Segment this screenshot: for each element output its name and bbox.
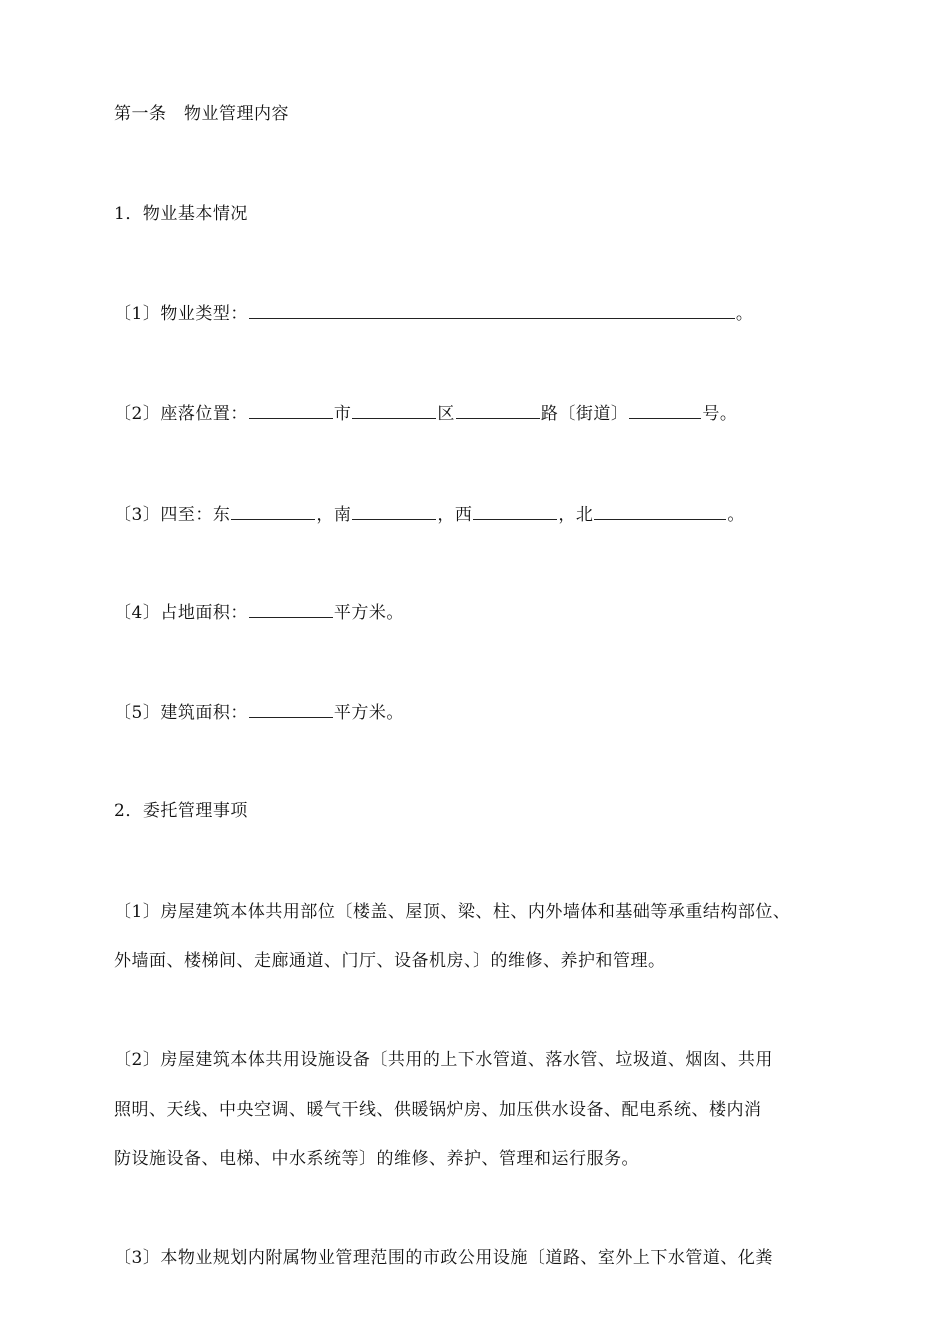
blank-field[interactable] xyxy=(249,303,735,319)
south-label: ，南 xyxy=(316,505,352,525)
item-location xyxy=(114,402,737,426)
blank-field[interactable] xyxy=(231,504,315,520)
blank-field[interactable] xyxy=(352,504,436,520)
unit-label: 平方米。 xyxy=(333,603,404,623)
paragraph-line: 外墙面、楼梯间、走廊通道、门厅、设备机房、〕的维修、养护和管理。 xyxy=(114,951,666,971)
unit-label: 平方米。 xyxy=(333,703,404,723)
item-property-type xyxy=(114,302,753,326)
north-label: ，北 xyxy=(558,505,594,525)
blank-field[interactable] xyxy=(249,702,333,718)
blank-field[interactable] xyxy=(352,403,436,419)
road-label: 路〔街道〕 xyxy=(540,404,629,424)
city-label: 市 xyxy=(333,404,352,424)
item-label: 〔4〕占地面积： xyxy=(114,603,248,623)
section-2-title: 2．委托管理事项 xyxy=(114,801,248,821)
item-label: 〔2〕座落位置： xyxy=(114,404,248,424)
item-label: 〔3〕四至：东 xyxy=(114,505,231,525)
item-label: 〔1〕物业类型： xyxy=(114,304,248,324)
blank-field[interactable] xyxy=(249,602,333,618)
item-label: 〔5〕建筑面积： xyxy=(114,703,248,723)
blank-field[interactable] xyxy=(456,403,540,419)
blank-field[interactable] xyxy=(629,403,701,419)
blank-field[interactable] xyxy=(473,504,557,520)
item-building-area xyxy=(114,701,404,725)
paragraph-line: 〔2〕房屋建筑本体共用设施设备〔共用的上下水管道、落水管、垃圾道、烟囱、共用 xyxy=(114,1050,773,1070)
paragraph-line: 〔3〕本物业规划内附属物业管理范围的市政公用设施〔道路、室外上下水管道、化粪 xyxy=(114,1248,773,1268)
district-label: 区 xyxy=(437,404,455,424)
item-boundaries xyxy=(114,503,745,527)
item-end: 。 xyxy=(727,505,745,525)
item-land-area xyxy=(114,601,404,625)
west-label: ，西 xyxy=(437,505,473,525)
section-1-title: 1．物业基本情况 xyxy=(114,204,248,224)
paragraph-line: 照明、天线、中央空调、暖气干线、供暖锅炉房、加压供水设备、配电系统、楼内消 xyxy=(114,1100,762,1120)
number-label: 号。 xyxy=(702,404,738,424)
article-heading: 第一条 物业管理内容 xyxy=(114,104,289,124)
blank-field[interactable] xyxy=(249,403,333,419)
item-end: 。 xyxy=(735,304,754,324)
paragraph-line: 防设施设备、电梯、中水系统等〕的维修、养护、管理和运行服务。 xyxy=(114,1149,639,1169)
blank-field[interactable] xyxy=(594,504,726,520)
paragraph-line: 〔1〕房屋建筑本体共用部位〔楼盖、屋顶、梁、柱、内外墙体和基础等承重结构部位、 xyxy=(114,902,791,922)
